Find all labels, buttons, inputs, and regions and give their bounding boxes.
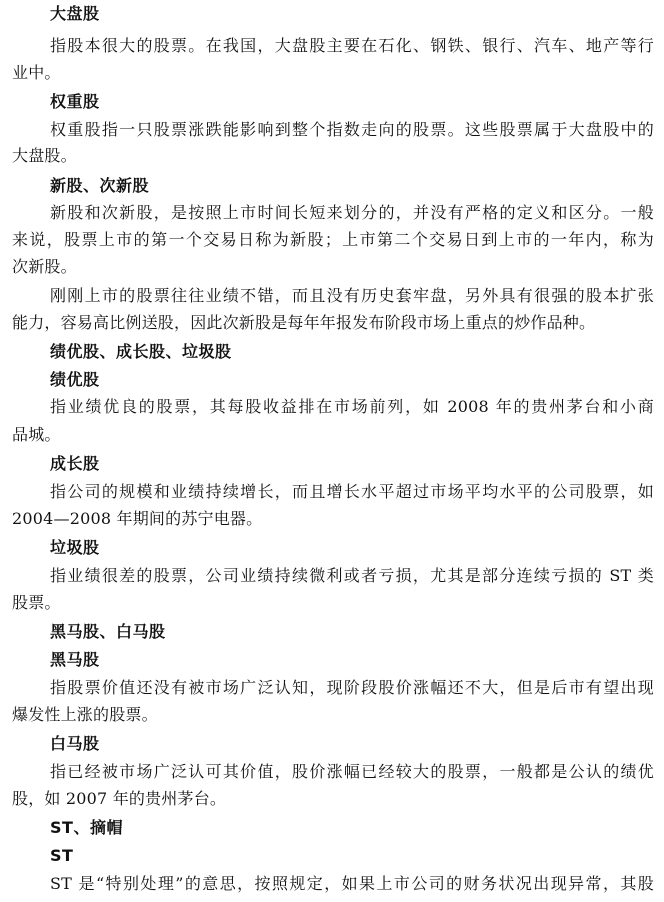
subsection-heading-st: ST bbox=[50, 846, 74, 865]
paragraph-line: 权重股指一只股票涨跌能影响到整个指数走向的股票。这些股票属于大盘股中的 bbox=[50, 120, 654, 139]
paragraph-line: 指业绩很差的股票，公司业绩持续微利或者亏损，尤其是部分连续亏损的 ST 类 bbox=[50, 566, 654, 585]
paragraph-line: 品城。 bbox=[12, 425, 61, 444]
subsection-heading-junk-stock: 垃圾股 bbox=[50, 538, 100, 557]
section-heading-st: ST、摘帽 bbox=[50, 818, 123, 837]
paragraph-line: 2004—2008 年期间的苏宁电器。 bbox=[12, 509, 263, 528]
paragraph-line: 刚刚上市的股票往往业绩不错，而且没有历史套牢盘，另外具有很强的股本扩张 bbox=[50, 286, 654, 305]
section-heading-weighted-stock: 权重股 bbox=[50, 92, 100, 111]
section-heading-large-cap: 大盘股 bbox=[50, 4, 100, 23]
paragraph-line: 业中。 bbox=[12, 63, 61, 82]
paragraph-line: 指股本很大的股票。在我国，大盘股主要在石化、钢铁、银行、汽车、地产等行 bbox=[50, 36, 654, 55]
paragraph-line: 新股和次新股，是按照上市时间长短来划分的，并没有严格的定义和区分。一般 bbox=[50, 203, 654, 222]
section-heading-dark-horse: 黑马股、白马股 bbox=[50, 622, 166, 641]
section-heading-new-stock: 新股、次新股 bbox=[50, 176, 150, 195]
paragraph-line: 指公司的规模和业绩持续增长，而且增长水平超过市场平均水平的公司股票，如 bbox=[50, 482, 654, 501]
paragraph-line: 次新股。 bbox=[12, 257, 77, 276]
paragraph-line: 股票。 bbox=[12, 593, 61, 612]
paragraph-line: 指已经被市场广泛认可其价值，股价涨幅已经较大的股票，一般都是公认的绩优 bbox=[50, 762, 654, 781]
paragraph-line: 股，如 2007 年的贵州茅台。 bbox=[12, 789, 227, 808]
section-heading-performance: 绩优股、成长股、垃圾股 bbox=[50, 342, 232, 361]
paragraph-line: 指股票价值还没有被市场广泛认知，现阶段股价涨幅还不大，但是后市有望出现 bbox=[50, 678, 654, 697]
subsection-heading-growth-stock: 成长股 bbox=[50, 454, 100, 473]
paragraph-line: 能力，容易高比例送股，因此次新股是每年年报发布阶段市场上重点的炒作品种。 bbox=[12, 313, 596, 332]
subsection-heading-blue-chip: 绩优股 bbox=[50, 370, 100, 389]
subsection-heading-white-horse: 白马股 bbox=[50, 734, 100, 753]
paragraph-line: 指业绩优良的股票，其每股收益排在市场前列，如 2008 年的贵州茅台和小商 bbox=[50, 397, 654, 416]
paragraph-line: 爆发性上涨的股票。 bbox=[12, 705, 158, 724]
paragraph-line: 来说，股票上市的第一个交易日称为新股；上市第二个交易日到上市的一年内，称为 bbox=[12, 230, 654, 249]
paragraph-line: 大盘股。 bbox=[12, 146, 77, 165]
subsection-heading-dark-horse: 黑马股 bbox=[50, 650, 100, 669]
paragraph-line: ST 是“特别处理”的意思，按照规定，如果上市公司的财务状况出现异常，其股 bbox=[50, 874, 654, 893]
